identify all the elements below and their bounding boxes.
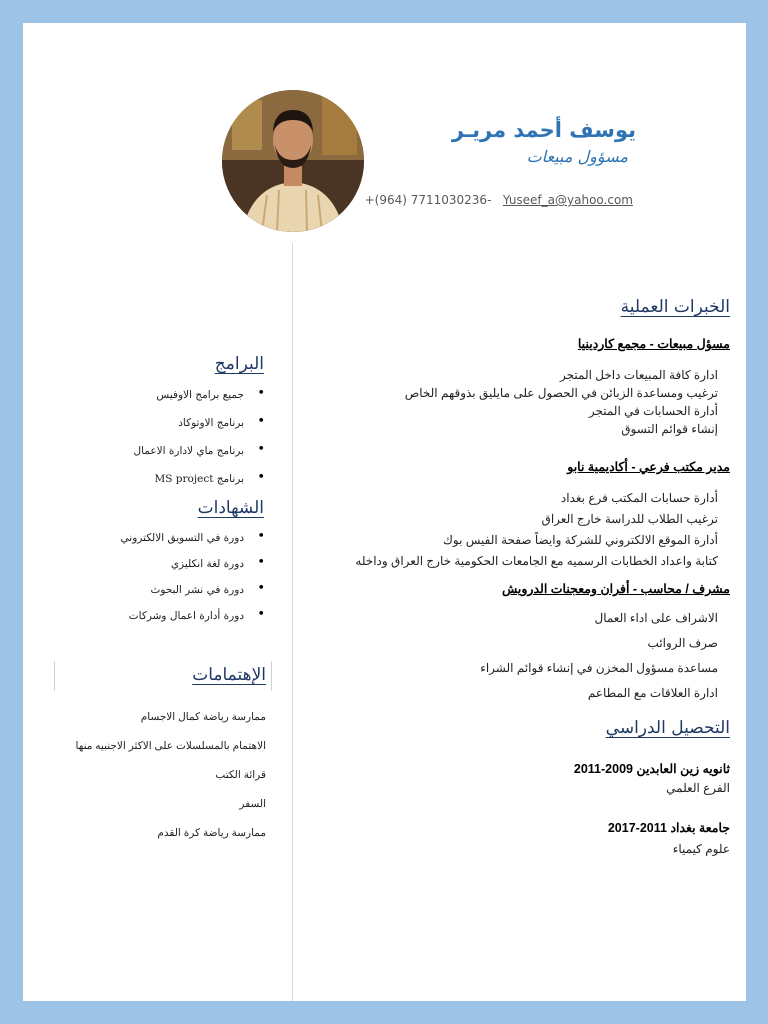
job-1-duties: [405, 366, 718, 438]
job-3-duties: [480, 606, 718, 706]
list-item: قرائة الكتب: [215, 769, 266, 781]
list-item: • جميع برامج الاوفيس: [133, 381, 268, 409]
list-item: مساعدة مسؤول المخزن في إنشاء قوائم الشراء: [480, 661, 718, 675]
certificates-heading: الشهادات: [197, 498, 264, 518]
experience-heading: الخبرات العملية: [620, 297, 730, 317]
education-item-1-title: ثانويه زين العابدين 2009-2011: [573, 762, 730, 776]
programs-list: [133, 381, 268, 493]
list-item: • دورة في التسويق الالكتروني: [121, 525, 268, 551]
list-item: ترغيب الطلاب للدراسة خارج العراق: [541, 512, 718, 526]
list-item: الاهتمام بالمسلسلات على الاكثر الاجنبيه منها: [75, 740, 266, 752]
list-item: ممارسة رياضة كرة القدم: [157, 827, 266, 839]
list-item: ادارة كافة المبيعات داخل المتجر: [560, 368, 718, 382]
education-item-2-title: جامعة بغداد 2011-2017: [607, 821, 730, 835]
list-item: ممارسة رياضة كمال الاجسام: [140, 711, 266, 723]
programs-heading: البرامج: [214, 354, 264, 374]
email-link[interactable]: Yuseef_a@yahoo.com: [502, 193, 633, 207]
list-item: أدارة الموقع الالكتروني للشركة وايضاً صفحة الفيس بوك: [442, 533, 718, 547]
list-item: السفر: [239, 798, 266, 810]
list-item: أدارة حسابات المكتب فرع بغداد: [560, 491, 718, 505]
list-item: إنشاء قوائم التسوق: [621, 422, 718, 436]
education-item-2-branch: علوم كيمياء: [672, 842, 730, 856]
job-title-2: مدير مكتب فرعي - أكاديمية نابو: [567, 460, 730, 474]
applicant-job-title: مسؤول مبيعات: [526, 147, 628, 166]
column-divider: [292, 243, 293, 1001]
list-item: • دورة في نشر البحوث: [121, 577, 268, 603]
applicant-name: يوسف أحمد مريـر: [451, 118, 636, 142]
job-title-3: مشرف / محاسب - أفران ومعجنات الدرويش: [501, 582, 730, 596]
job-2-duties: [355, 488, 718, 572]
interests-heading: الإهتمامات: [192, 665, 266, 685]
list-item: • برنامج الاوتوكاد: [133, 409, 268, 437]
list-item: كتابة واعداد الخطابات الرسميه مع الجامعات الحكومية خارج العراق وداخله: [355, 554, 718, 568]
certificates-list: [121, 525, 268, 629]
contact-line: [365, 193, 633, 207]
list-item: صرف الروائب: [647, 636, 718, 650]
interests-list: [76, 703, 266, 848]
list-item: • دورة لغة انكليزي: [121, 551, 268, 577]
list-item: ادارة العلاقات مع المطاعم: [587, 686, 718, 700]
resume-page: [23, 23, 746, 1001]
list-item: • برنامج ماي لادارة الاعمال: [133, 437, 268, 465]
list-item: أدارة الحسابات في المتجر: [588, 404, 718, 418]
job-title-1: مسؤل مبيعات - مجمع كاردينيا: [577, 337, 730, 351]
list-item: الاشراف على اداء العمال: [594, 611, 718, 625]
education-item-1-branch: الفرع العلمي: [666, 781, 730, 795]
phone-number: +(964) 7711030236-: [364, 193, 492, 207]
list-item: • دورة أدارة اعمال وشركات: [121, 603, 268, 629]
education-heading: التحصيل الدراسي: [605, 718, 730, 738]
profile-photo: [222, 90, 364, 232]
list-item: • برنامج MS project: [133, 465, 268, 493]
list-item: ترغيب ومساعدة الزبائن في الحصول على مايليق بذوقهم الخاص: [404, 386, 718, 400]
